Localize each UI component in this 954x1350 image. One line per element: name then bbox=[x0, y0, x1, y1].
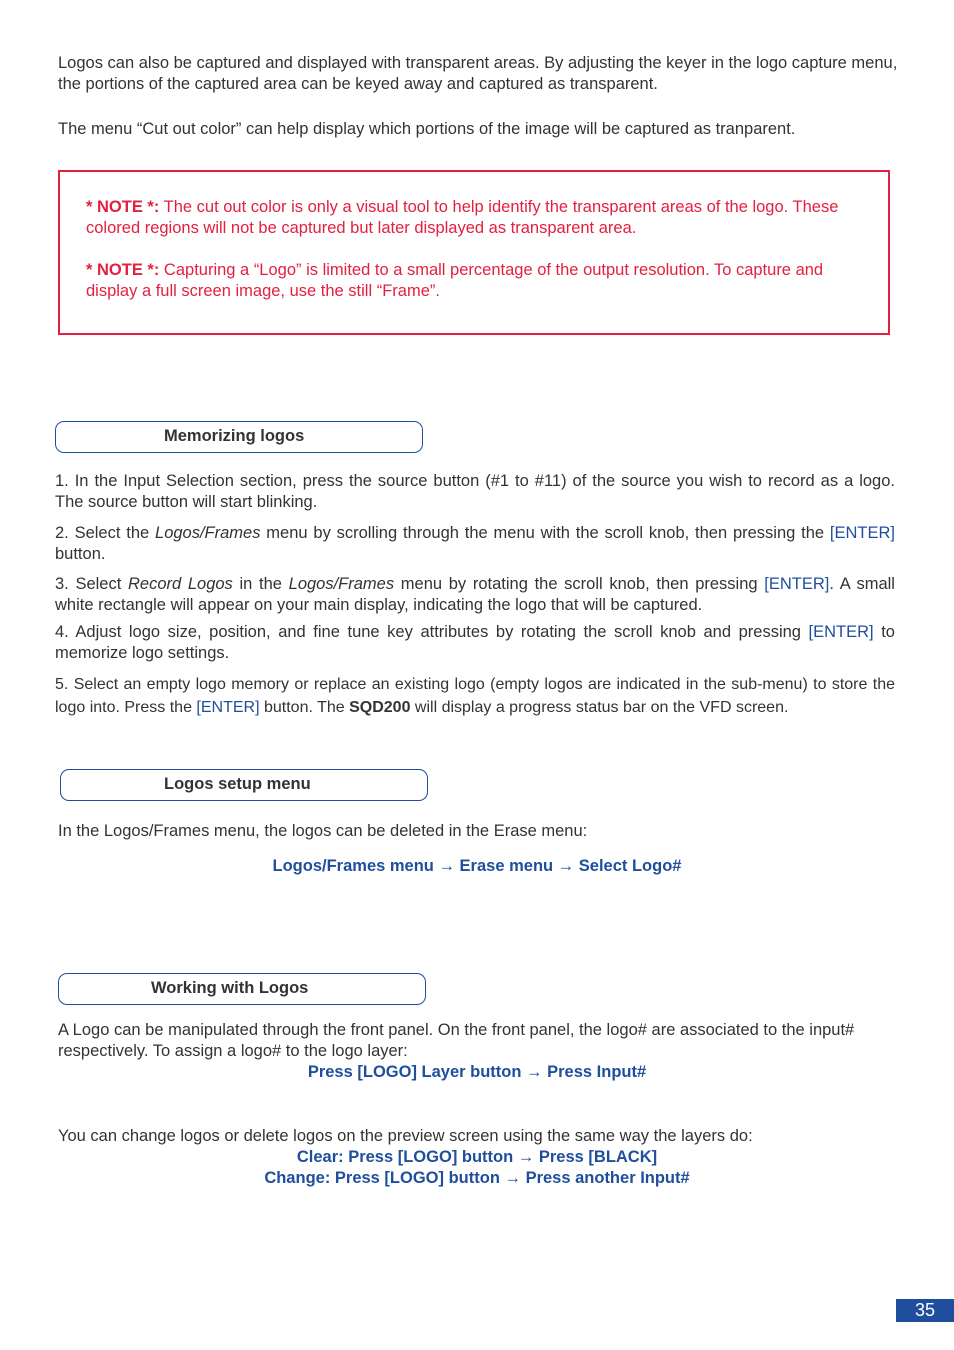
note-1-text: The cut out color is only a visual tool to help identify the transparent areas of the logo. These colored regions will not be captured but later displayed as transparent area. bbox=[86, 198, 839, 237]
page-number: 35 bbox=[896, 1299, 954, 1322]
note-1 bbox=[86, 197, 878, 239]
step-5: 5. Select an empty logo memory or replace an existing logo (empty logos are indicated in the sub-menu) to store the logo into. Press the [ENTER] button. The SQD200 will display a progress status bar on the VFD screen. bbox=[55, 676, 895, 716]
section-heading-working bbox=[58, 973, 426, 1005]
step-3: 3. Select Record Logos in the Logos/Frames menu by rotating the scroll knob, then pressing [ENTER]. A small white rectangle will appear on your main display, indicating the logo that will be captured. bbox=[55, 575, 895, 614]
section-heading-setup bbox=[60, 769, 428, 801]
working-command: Press [LOGO] Layer button → Press Input# bbox=[307, 1063, 647, 1081]
step-2: 2. Select the Logos/Frames menu by scrolling through the menu with the scroll knob, then pressing the [ENTER] button. bbox=[55, 524, 895, 563]
section-title: Logos setup menu bbox=[164, 775, 311, 793]
step-4: 4. Adjust logo size, position, and fine tune key attributes by rotating the scroll knob and pressing [ENTER] to memorize logo settings. bbox=[55, 623, 895, 662]
change-command: Change: Press [LOGO] button → Press another Input# bbox=[264, 1169, 690, 1187]
setup-text: In the Logos/Frames menu, the logos can be deleted in the Erase menu: bbox=[58, 822, 588, 840]
section-heading-memorizing bbox=[55, 421, 423, 453]
note-2-label: * NOTE *: bbox=[86, 261, 160, 279]
intro-paragraph-2: The menu “Cut out color” can help display which portions of the image will be captured as tranparent. bbox=[58, 120, 796, 138]
memorizing-steps bbox=[55, 471, 895, 719]
setup-command: Logos/Frames menu → Erase menu → Select Logo# bbox=[272, 857, 682, 875]
working-text-2: You can change logos or delete logos on the preview screen using the same way the layers do: bbox=[58, 1127, 753, 1145]
step-1: 1. In the Input Selection section, press the source button (#1 to #11) of the source you wish to record as a logo. The source button will start blinking. bbox=[55, 472, 895, 511]
intro-paragraph-1: Logos can also be captured and displayed with transparent areas. By adjusting the keyer in the logo capture menu, the portions of the captured area can be keyed away and captured as transparent. bbox=[58, 54, 898, 93]
note-2 bbox=[86, 260, 878, 302]
working-text: A Logo can be manipulated through the front panel. On the front panel, the logo# are associated to the input# respectively. To assign a logo# to the logo layer: bbox=[58, 1021, 855, 1060]
section-title: Working with Logos bbox=[151, 979, 309, 997]
note-2-text: Capturing a “Logo” is limited to a small percentage of the output resolution. To capture and display a full screen image, use the still “Frame”. bbox=[86, 261, 824, 300]
note-1-label: * NOTE *: bbox=[86, 198, 160, 216]
note-box bbox=[58, 170, 890, 335]
section-title: Memorizing logos bbox=[164, 427, 305, 445]
clear-command: Clear: Press [LOGO] button → Press [BLACK] bbox=[296, 1148, 658, 1166]
